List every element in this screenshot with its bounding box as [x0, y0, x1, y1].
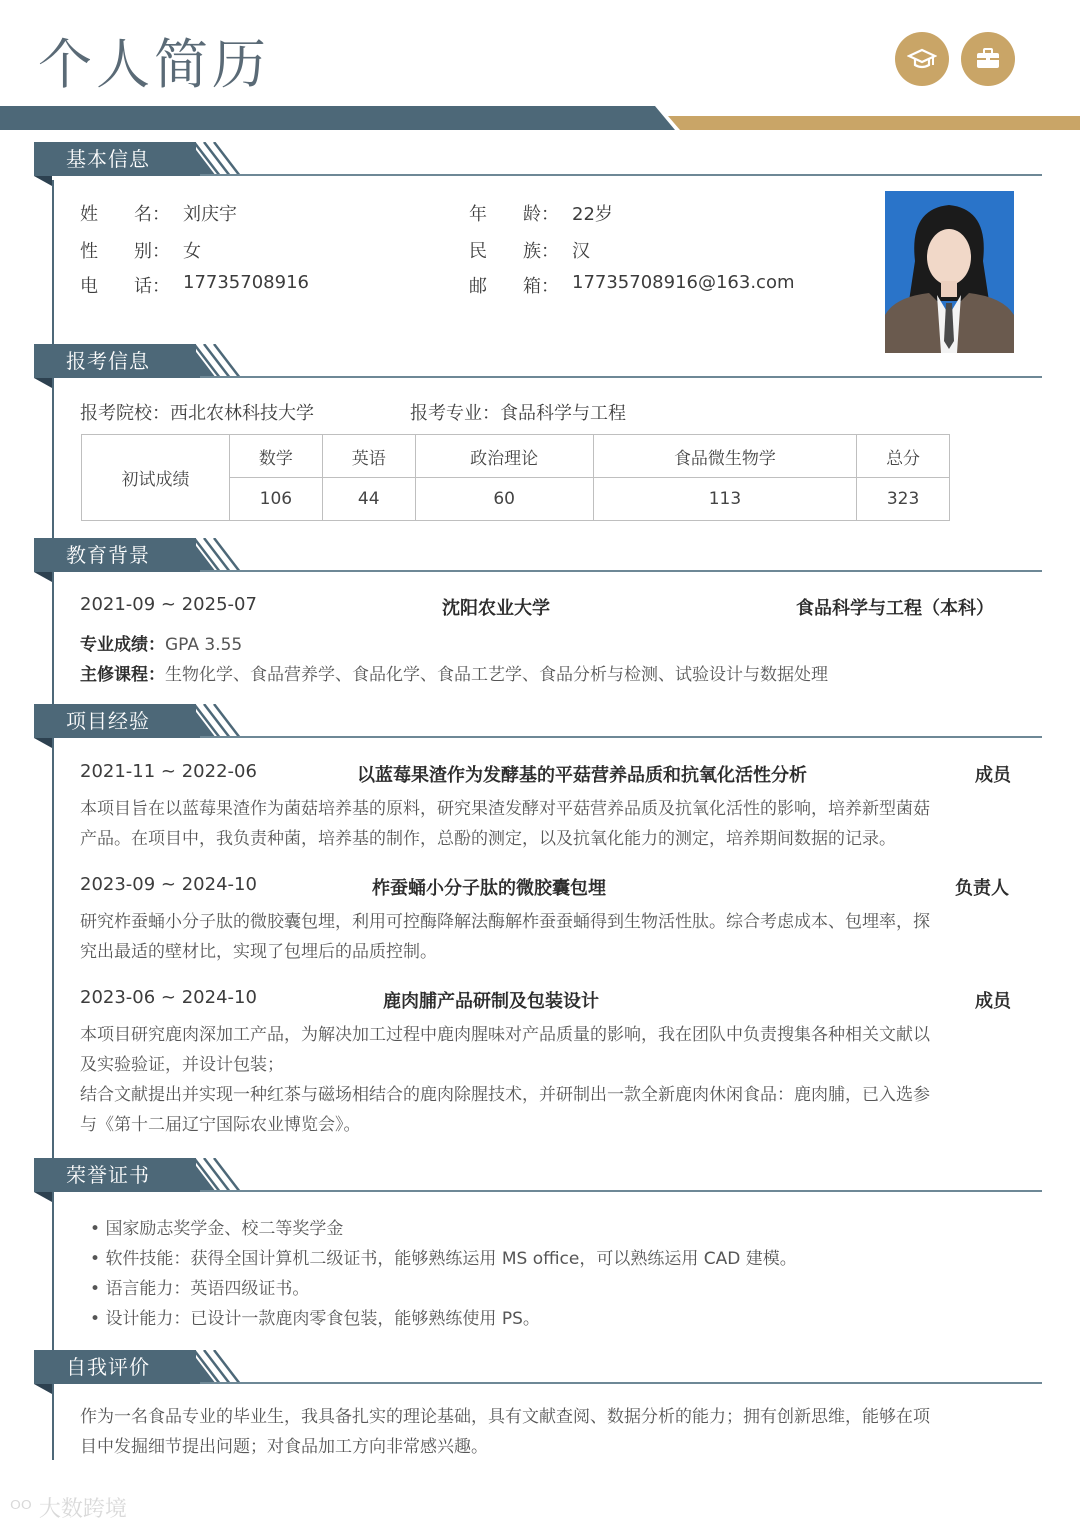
section-header-basic: 基本信息	[34, 142, 224, 176]
education-degree: 食品科学与工程（本科）	[796, 598, 994, 619]
name-label: 姓 名：	[80, 204, 170, 225]
score-cell: 106	[230, 478, 323, 521]
courses-value: 生物化学、食品营养学、食品化学、食品工艺学、食品分析与检测、试验设计与数据处理	[165, 665, 828, 685]
phone-value: 17735708916	[183, 272, 309, 293]
gender-label: 性 别：	[80, 241, 170, 262]
name-value: 刘庆宇	[183, 204, 237, 225]
self-evaluation: 作为一名食品专业的毕业生，我具备扎实的理论基础，具有文献查阅、数据分析的能力；拥有创新思维，能够在项 目中发掘细节提出问题；对食品加工方向非常感兴趣。	[80, 1407, 930, 1457]
score-cell: 44	[322, 478, 415, 521]
honor-item: • 语言能力：英语四级证书。	[90, 1279, 310, 1299]
subject-header: 政治理论	[415, 435, 593, 478]
project-title: 以蓝莓果渣作为发酵基的平菇营养品质和抗氧化活性分析	[357, 765, 807, 786]
honor-item: • 软件技能：获得全国计算机二级证书，能够熟练运用 MS office，可以熟练运用 CAD 建模。	[90, 1249, 797, 1269]
section-rule	[200, 736, 1042, 738]
section-header-honors: 荣誉证书	[34, 1158, 224, 1192]
subject-header: 数学	[230, 435, 323, 478]
honor-item: • 设计能力：已设计一款鹿肉零食包装，能够熟练使用 PS。	[90, 1309, 540, 1329]
project-role: 成员	[975, 991, 1011, 1012]
section-rule	[200, 570, 1042, 572]
section-header-projects: 项目经验	[34, 704, 224, 738]
email-value: 17735708916@163.com	[572, 272, 795, 293]
page-title: 个人简历	[38, 33, 270, 96]
graduation-cap-icon	[895, 32, 949, 86]
watermark: ᴼᴼ 大数跨境	[10, 1497, 127, 1522]
score-cell: 60	[415, 478, 593, 521]
project-title: 鹿肉脯产品研制及包装设计	[383, 991, 599, 1012]
subject-header: 总分	[857, 435, 950, 478]
project-description: 本项目研究鹿肉深加工产品，为解决加工过程中鹿肉腥味对产品质量的影响，我在团队中负责搜集各种相关文献以 及实验验证，并设计包装； 结合文献提出并实现一种红茶与磁场相结合的鹿肉除腥技术，并研制出一款全新鹿肉休闲食品：鹿肉脯，已入选参 与《第十二届辽宁国际农业博览会》。	[80, 1025, 930, 1135]
section-rule	[200, 376, 1042, 378]
profile-photo	[885, 191, 1014, 353]
apply-major: 报考专业：食品科学与工程	[410, 403, 626, 424]
gpa-line	[80, 630, 242, 655]
apply-school: 报考院校：西北农林科技大学	[80, 403, 314, 424]
project-description: 研究柞蚕蛹小分子肽的微胶囊包埋，利用可控酶降解法酶解柞蚕蚕蛹得到生物活性肽。综合考虑成本、包埋率，探 究出最适的壁材比，实现了包埋后的品质控制。	[80, 912, 930, 962]
courses-line	[80, 660, 828, 685]
section-rule	[200, 1382, 1042, 1384]
education-school: 沈阳农业大学	[442, 598, 550, 619]
project-period: 2023-09 ~ 2024-10	[80, 874, 257, 895]
section-header-self: 自我评价	[34, 1350, 224, 1384]
project-period: 2021-11 ~ 2022-06	[80, 761, 257, 782]
gpa-label: 专业成绩：	[80, 635, 165, 655]
header-band	[0, 106, 1080, 134]
score-row-label: 初试成绩	[82, 435, 230, 521]
ethnic-value: 汉	[572, 241, 590, 262]
score-cell: 113	[593, 478, 856, 521]
subject-header: 食品微生物学	[593, 435, 856, 478]
gpa-value: GPA 3.55	[165, 635, 243, 655]
ethnic-label: 民 族：	[469, 241, 559, 262]
project-title: 柞蚕蛹小分子肽的微胶囊包埋	[372, 878, 606, 899]
project-role: 负责人	[955, 878, 1009, 899]
section-rule	[200, 1190, 1042, 1192]
project-role: 成员	[975, 765, 1011, 786]
section-header-education: 教育背景	[34, 538, 224, 572]
gender-value: 女	[183, 241, 201, 262]
project-description: 本项目旨在以蓝莓果渣作为菌菇培养基的原料，研究果渣发酵对平菇营养品质及抗氧化活性的影响，培养新型菌菇 产品。在项目中，我负责种菌，培养基的制作，总酚的测定，以及抗氧化能力的测定，培养期间数据的记录。	[80, 799, 930, 849]
section-header-apply: 报考信息	[34, 344, 224, 378]
phone-label: 电 话：	[80, 276, 170, 297]
briefcase-icon	[961, 32, 1015, 86]
project-period: 2023-06 ~ 2024-10	[80, 987, 257, 1008]
email-label: 邮 箱：	[469, 276, 559, 297]
score-cell: 323	[857, 478, 950, 521]
honor-item: • 国家励志奖学金、校二等奖学金	[90, 1219, 344, 1239]
subject-header: 英语	[322, 435, 415, 478]
age-label: 年 龄：	[469, 204, 559, 225]
education-period: 2021-09 ~ 2025-07	[80, 594, 257, 615]
section-rule	[200, 174, 1042, 176]
score-table	[81, 434, 950, 521]
age-value: 22岁	[572, 204, 613, 225]
courses-label: 主修课程：	[80, 665, 165, 685]
